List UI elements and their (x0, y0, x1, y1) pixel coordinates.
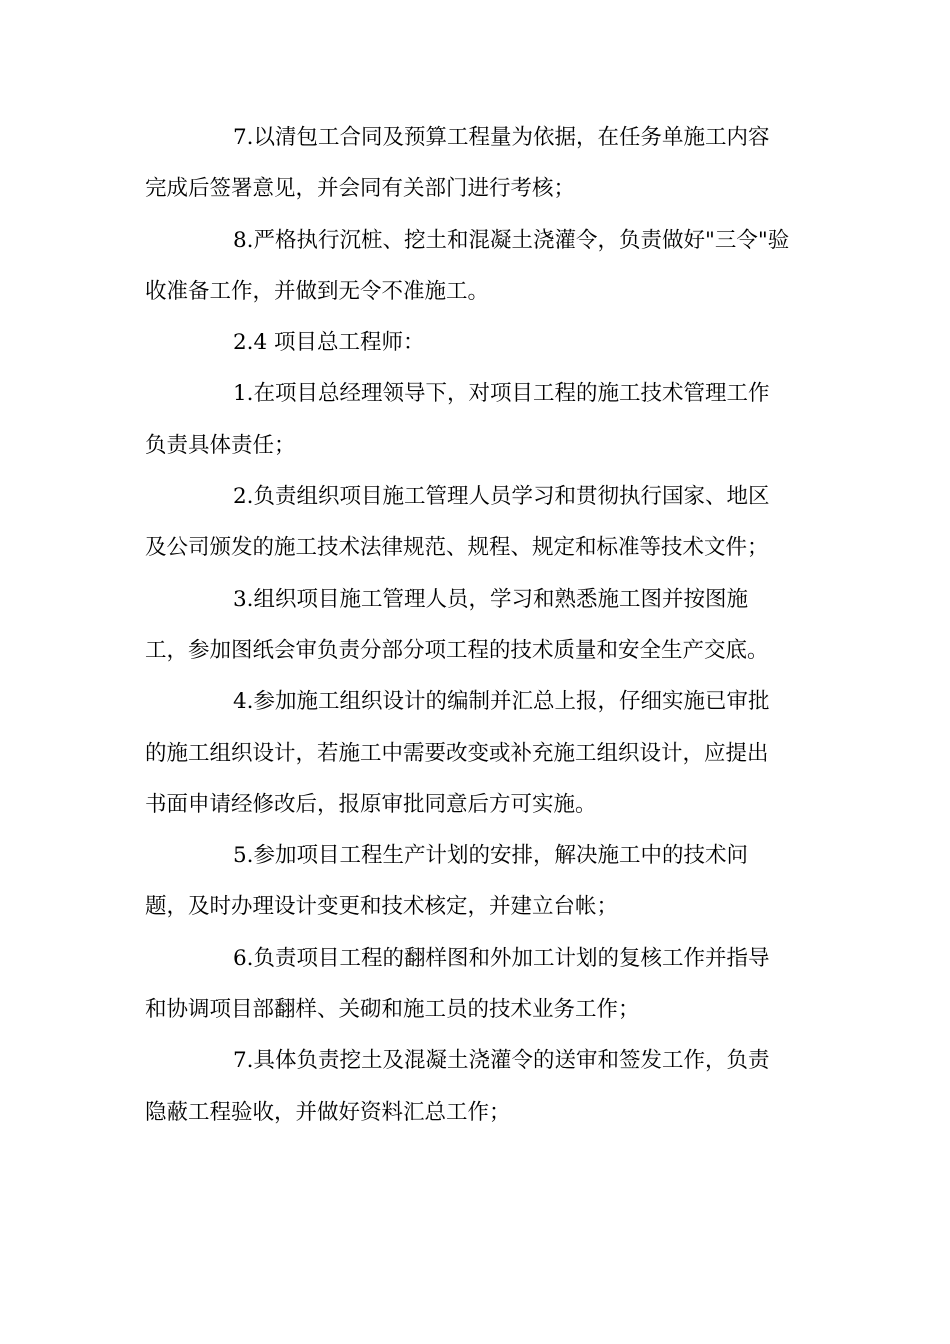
paragraph-line: 8.严格执行沉桩、挖土和混凝土浇灌令，负责做好"三令"验 (233, 227, 790, 253)
paragraph-line: 7.以清包工合同及预算工程量为依据，在任务单施工内容 (233, 125, 770, 150)
document-body (145, 119, 809, 1145)
paragraph-line: 7.具体负责挖土及混凝土浇灌令的送审和签发工作，负责 (233, 1048, 770, 1074)
paragraph-line: 完成后签署意见，并会同有关部门进行考核； (145, 176, 576, 202)
paragraph-line: 负责具体责任； (145, 432, 296, 458)
paragraph-line: 书面申请经修改后，报原审批同意后方可实施。 (145, 791, 597, 817)
paragraph-line: 3.组织项目施工管理人员，学习和熟悉施工图并按图施 (233, 586, 749, 612)
paragraph-line: 5.参加项目工程生产计划的安排，解决施工中的技术问 (233, 843, 749, 869)
paragraph-line: 4.参加施工组织设计的编制并汇总上报，仔细实施已审批 (233, 689, 770, 715)
paragraph-line: 工，参加图纸会审负责分部分项工程的技术质量和安全生产交底。 (145, 637, 769, 663)
paragraph-line: 题，及时办理设计变更和技术核定，并建立台帐； (145, 894, 619, 920)
paragraph-line: 的施工组织设计，若施工中需要改变或补充施工组织设计，应提出 (145, 740, 769, 766)
paragraph-line: 1.在项目总经理领导下，对项目工程的施工技术管理工作 (233, 381, 770, 407)
paragraph-line: 和协调项目部翻样、关砌和施工员的技术业务工作； (145, 997, 640, 1023)
paragraph-line: 6.负责项目工程的翻样图和外加工计划的复核工作并指导 (233, 945, 770, 971)
paragraph-line: 及公司颁发的施工技术法律规范、规程、规定和标准等技术文件； (145, 535, 769, 561)
paragraph-line: 收准备工作，并做到无令不准施工。 (145, 278, 490, 304)
section-heading: 2.4 项目总工程师： (233, 330, 425, 356)
paragraph-line: 2.负责组织项目施工管理人员学习和贯彻执行国家、地区 (233, 484, 770, 510)
paragraph-line: 隐蔽工程验收，并做好资料汇总工作； (145, 1099, 511, 1125)
